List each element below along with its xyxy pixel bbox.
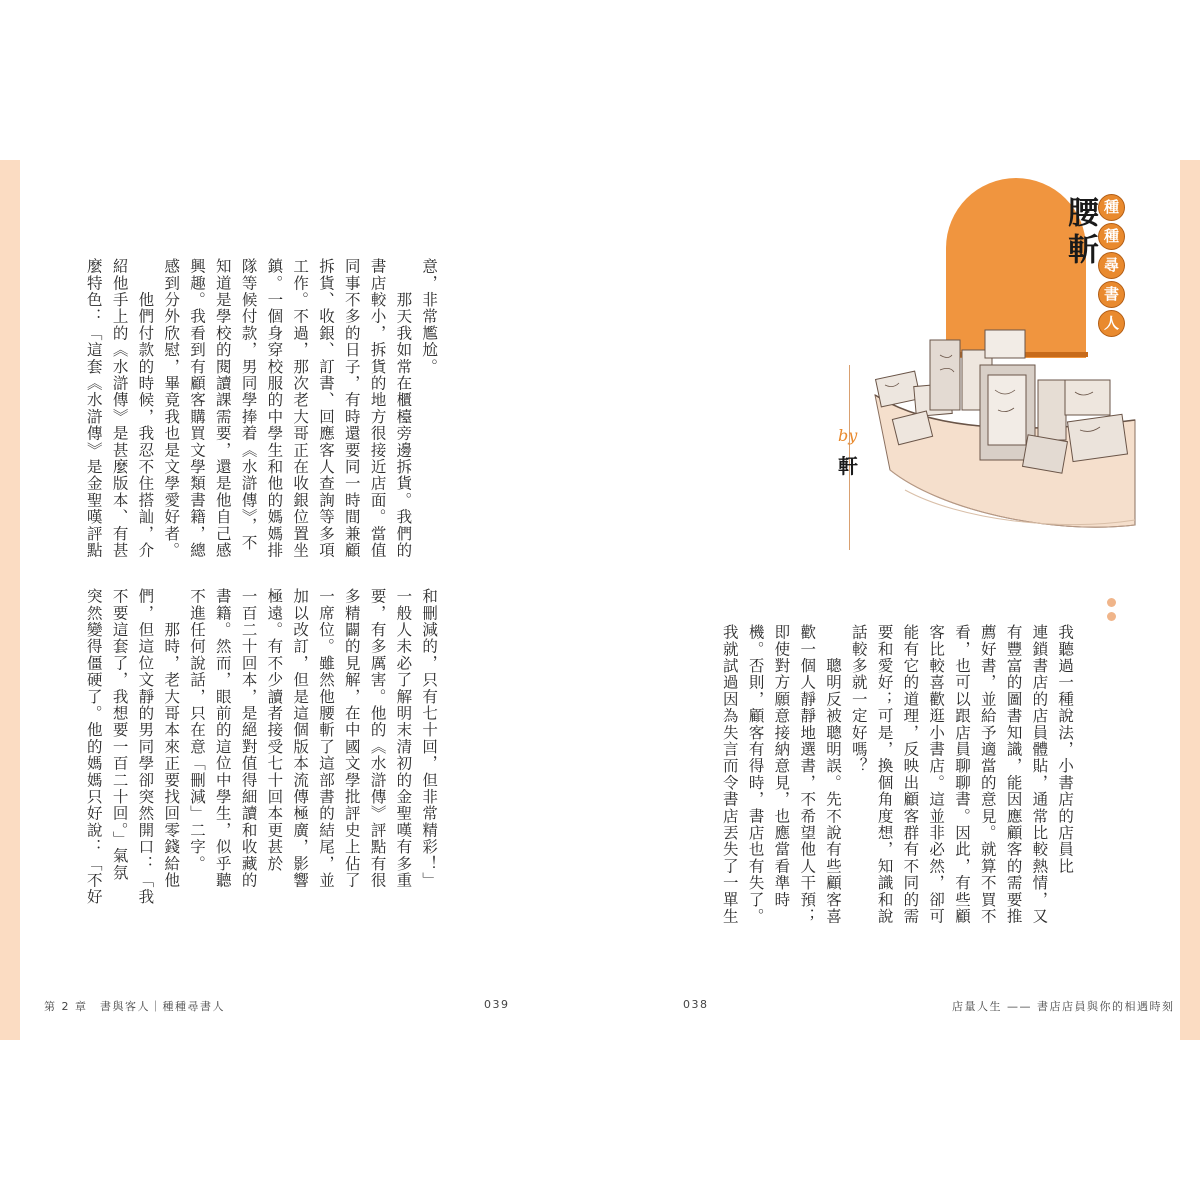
series-char: 書	[1098, 281, 1125, 308]
text-line: 看，也可以跟店員聊聊書。因此，有些顧	[952, 624, 971, 925]
author-by-label: by	[838, 426, 858, 445]
text-line: 感到分外欣慰，畢竟我也是文學愛好者。	[162, 258, 181, 559]
right-page-number: 038	[683, 998, 709, 1011]
right-footer-book-title: 店量人生 —— 書店店員與你的相遇時刻	[952, 1000, 1175, 1013]
text-line: 話較多就一定好嗎？	[849, 624, 868, 775]
series-char: 種	[1098, 194, 1125, 221]
text-line: 紹他手上的《水滸傳》是甚麼版本、有甚	[110, 258, 129, 559]
right-page-body	[716, 624, 1077, 925]
text-line: 即使對方願意接納意見，也應當看準時	[772, 624, 791, 908]
text-line: 能有它的道理，反映出顧客群有不同的需	[901, 624, 920, 925]
text-line: 一席位。雖然他腰斬了這部書的結尾，並	[316, 588, 335, 889]
text-line: 我聽過一種說法，小書店的店員比	[1056, 624, 1075, 875]
text-line: 客比較喜歡逛小書店。這並非必然，卻可	[927, 624, 946, 925]
left-page-body-bottom	[80, 588, 441, 905]
text-line: 他們付款的時候，我忍不住搭訕，介	[136, 258, 155, 559]
text-line: 不要這套了，我想要一百二十回。」氣氛	[110, 588, 129, 881]
text-line: 薦好書，並給予適當的意見。就算不買不	[978, 624, 997, 925]
text-line: 同事不多的日子，有時還要同一時間兼顧	[342, 258, 361, 559]
text-line: 知道是學校的閱讀課需要，還是他自己感	[213, 258, 232, 559]
text-line: 一般人未必了解明末清初的金聖嘆有多重	[394, 588, 413, 889]
text-line: 我就試過因為失言而令書店丟失了一單生	[720, 624, 739, 925]
text-line: 機。否則，顧客有得時，書店也有失了。	[746, 624, 765, 925]
text-line: 拆貨、收銀、訂書、回應客人查詢等多項	[316, 258, 335, 559]
text-line: 興趣。我看到有顧客購買文學類書籍，總	[187, 258, 206, 559]
text-line: 那天我如常在櫃檯旁邊拆貨。我們的	[394, 258, 413, 559]
text-line: 加以改訂，但是這個版本流傳極廣，影響	[291, 588, 310, 889]
text-line: 要，有多厲害。他的《水滸傳》評點有很	[368, 588, 387, 889]
text-line: 極遠。有不少讀者接受七十回本更甚於	[265, 588, 284, 872]
left-page-number: 039	[484, 998, 510, 1011]
text-line: 們，但這位文靜的男同學卻突然開口：「我	[136, 588, 155, 906]
text-line: 和刪減的，只有七十回，但非常精彩！」	[420, 588, 439, 889]
page-edge-right	[1180, 160, 1200, 1040]
text-line: 那時，老大哥本來正要找回零錢給他	[162, 588, 181, 889]
text-line: 一百二十回本，是絕對值得細讀和收藏的	[239, 588, 258, 889]
series-badge	[1098, 194, 1128, 339]
author-name: 軒	[838, 454, 858, 478]
text-line: 書籍。然而，眼前的這位中學生，似乎聽	[213, 588, 232, 889]
text-line: 聰明反被聰明誤。先不說有些顧客喜	[823, 624, 842, 925]
text-line: 連鎖書店的店員體貼，通常比較熱情，又	[1030, 624, 1049, 925]
bullet-dot-1	[1107, 598, 1116, 607]
bookstore-table-illustration	[870, 320, 1140, 535]
text-line: 多精闢的見解，在中國文學批評史上佔了	[342, 588, 361, 889]
series-char: 尋	[1098, 252, 1125, 279]
series-char: 人	[1098, 310, 1125, 337]
text-line: 工作。不過，那次老大哥正在收銀位置坐	[291, 258, 310, 559]
series-char: 種	[1098, 223, 1125, 250]
page-edge-left	[0, 160, 20, 1040]
text-line: 麼特色：「這套《水滸傳》是金聖嘆評點	[84, 258, 103, 559]
text-line: 隊等候付款，男同學捧着《水滸傳》，不	[239, 258, 258, 551]
text-line: 有豐富的圖書知識，能因應顧客的需要推	[1004, 624, 1023, 925]
left-page-body-top	[80, 258, 441, 559]
text-line: 不進任何說話，只在意「刪減」二字。	[187, 588, 206, 872]
text-line: 歡一個人靜靜地選書，不希望他人干預；	[798, 624, 817, 925]
left-footer-chapter: 第 2 章 書與客人｜種種尋書人	[44, 1000, 225, 1013]
text-line: 突然變得僵硬了。他的媽媽只好說：「不好	[84, 588, 103, 906]
text-line: 鎮。一個身穿校服的中學生和他的媽媽排	[265, 258, 284, 559]
bullet-dot-2	[1107, 612, 1116, 621]
chapter-title: 腰斬	[1062, 196, 1098, 270]
text-line: 意，非常尷尬。	[420, 258, 439, 375]
text-line: 書店較小，拆貨的地方很接近店面。當值	[368, 258, 387, 559]
text-line: 要和愛好；可是，換個角度想，知識和說	[875, 624, 894, 925]
